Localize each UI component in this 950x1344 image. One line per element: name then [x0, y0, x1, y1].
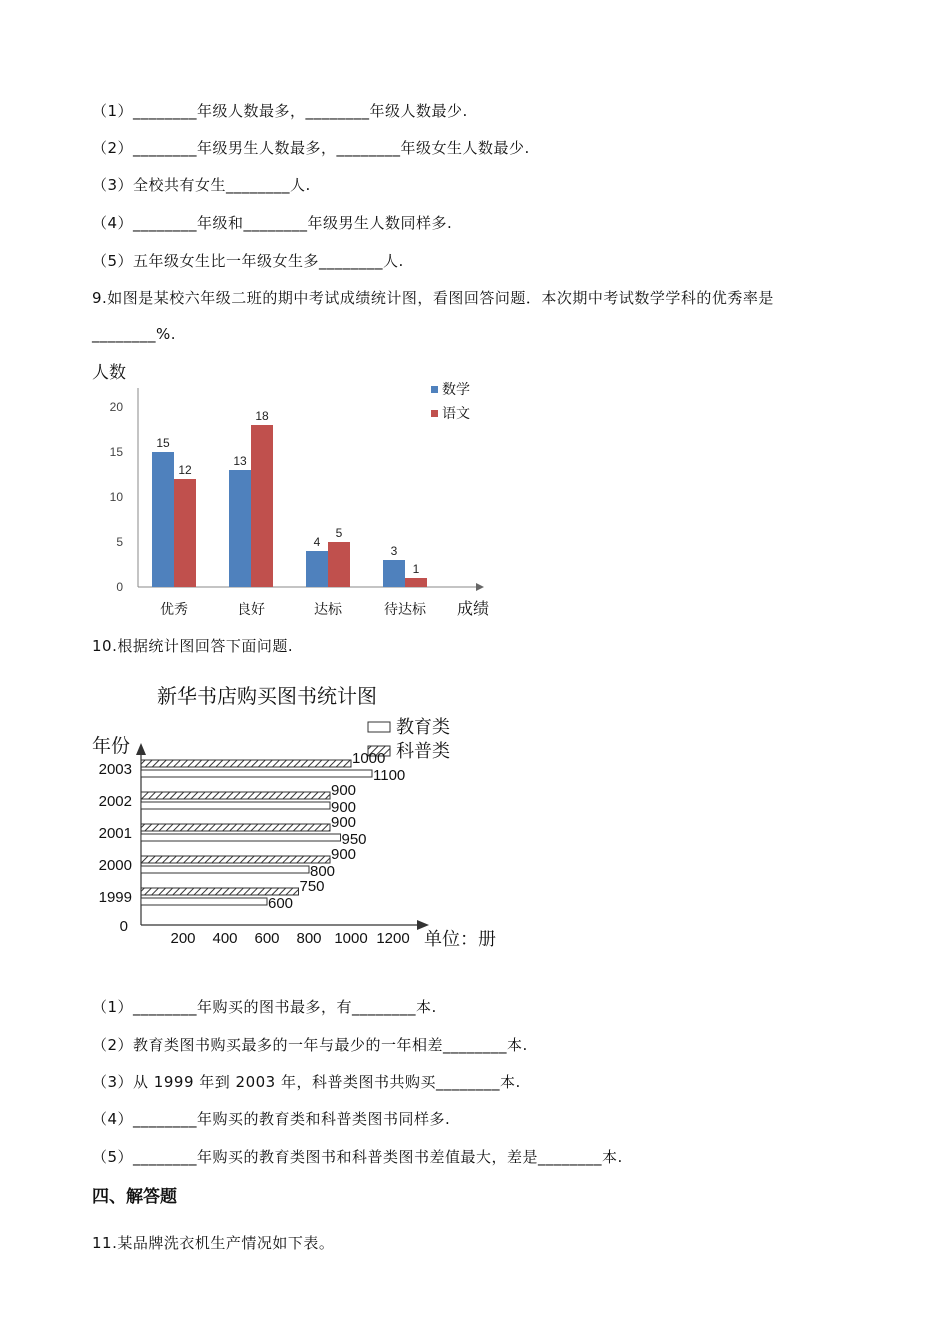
bar-education: [141, 770, 372, 777]
x-axis-label: 单位：册: [424, 929, 496, 949]
x-tick-label: 600: [254, 930, 280, 947]
x-tick-label: 400: [212, 930, 238, 947]
x-tick-label: 1000: [334, 930, 368, 947]
legend-label: 科普类: [396, 741, 450, 761]
bar-science: [141, 856, 330, 863]
q9-blank: ________%.: [92, 325, 177, 343]
data-label: 900: [331, 782, 357, 799]
bar-math: [306, 551, 328, 587]
data-label: 900: [331, 846, 357, 863]
data-label: 5: [335, 526, 343, 540]
year-label: 2000: [98, 857, 132, 874]
question-line-5: （5）五年级女生比一年级女生多________人.: [92, 252, 404, 270]
data-label: 1: [412, 562, 420, 576]
data-label: 900: [331, 814, 357, 831]
bar-science: [141, 888, 299, 895]
data-label: 15: [156, 436, 170, 450]
bar-science: [141, 760, 351, 767]
y-axis-label: 人数: [92, 363, 126, 382]
bar-education: [141, 866, 309, 873]
data-label: 750: [299, 878, 325, 895]
bar-math: [152, 452, 174, 587]
bar-education: [141, 898, 267, 905]
data-label: 1000: [352, 750, 386, 767]
data-label: 12: [178, 463, 192, 477]
data-label: 800: [310, 863, 336, 880]
bar-math: [383, 560, 405, 587]
legend-swatch: [431, 386, 438, 393]
category-label: 良好: [237, 601, 265, 617]
data-label: 18: [255, 409, 269, 423]
year-label: 2002: [98, 793, 132, 810]
x-tick-label: 200: [170, 930, 196, 947]
category-label: 优秀: [160, 601, 188, 617]
grades-bar-chart: [88, 358, 508, 628]
q10-line-4: （4）________年购买的教育类和科普类图书同样多.: [92, 1110, 451, 1128]
q9-text: 9.如图是某校六年级二班的期中考试成绩统计图，看图回答问题．本次期中考试数学学科的优秀率是: [92, 289, 774, 307]
section-title: 四、解答题: [92, 1187, 177, 1207]
data-label: 13: [233, 454, 247, 468]
bar-education: [141, 834, 341, 841]
bar-education: [141, 802, 330, 809]
y-axis-label: 年份: [92, 736, 131, 757]
bar-math: [229, 470, 251, 587]
year-label: 2001: [98, 825, 132, 842]
data-label: 1100: [373, 767, 406, 784]
year-label: 2003: [98, 761, 132, 778]
question-line-2: （2）________年级男生人数最多，________年级女生人数最少.: [92, 139, 530, 157]
q10-text: 10.根据统计图回答下面问题.: [92, 637, 294, 655]
q11-text: 11.某品牌洗衣机生产情况如下表。: [92, 1234, 335, 1252]
x-axis-label: 成绩: [457, 601, 490, 618]
data-label: 950: [341, 831, 367, 848]
y-axis-arrow: [136, 743, 146, 755]
y-tick-label: 0: [116, 580, 123, 594]
book-purchase-chart: [88, 675, 518, 960]
origin-label: 0: [119, 918, 128, 935]
q10-line-3: （3）从 1999 年到 2003 年，科普类图书共购买________本.: [92, 1073, 521, 1091]
legend-swatch: [368, 722, 390, 732]
question-line-3: （3）全校共有女生________人.: [92, 176, 311, 194]
legend-label: 数学: [442, 381, 470, 397]
bar-chinese: [174, 479, 196, 587]
data-label: 3: [390, 544, 398, 558]
y-tick-label: 5: [116, 535, 123, 549]
data-label: 900: [331, 799, 357, 816]
bar-science: [141, 824, 330, 831]
bar-chinese: [328, 542, 350, 587]
data-label: 600: [268, 895, 294, 912]
bar-science: [141, 792, 330, 799]
question-line-4: （4）________年级和________年级男生人数同样多.: [92, 214, 453, 232]
y-tick-label: 10: [109, 490, 123, 504]
x-tick-label: 1200: [376, 930, 410, 947]
y-tick-label: 20: [109, 400, 123, 414]
data-label: 4: [313, 535, 321, 549]
y-tick-label: 15: [109, 445, 123, 459]
bar-chinese: [251, 425, 273, 587]
question-line-1: （1）________年级人数最多，________年级人数最少.: [92, 102, 468, 120]
category-label: 达标: [314, 601, 342, 617]
chart-title: 新华书店购买图书统计图: [157, 686, 377, 708]
x-axis-arrow: [476, 583, 484, 591]
legend-label: 教育类: [396, 717, 450, 737]
year-label: 1999: [98, 889, 132, 906]
q10-line-1: （1）________年购买的图书最多，有________本.: [92, 998, 437, 1016]
q10-line-5: （5）________年购买的教育类图书和科普类图书差值最大，差是________本.: [92, 1148, 623, 1166]
q10-line-2: （2）教育类图书购买最多的一年与最少的一年相差________本.: [92, 1036, 528, 1054]
category-label: 待达标: [384, 601, 426, 617]
bar-chinese: [405, 578, 427, 587]
x-tick-label: 800: [296, 930, 322, 947]
legend-swatch: [431, 410, 438, 417]
legend-label: 语文: [442, 405, 470, 421]
